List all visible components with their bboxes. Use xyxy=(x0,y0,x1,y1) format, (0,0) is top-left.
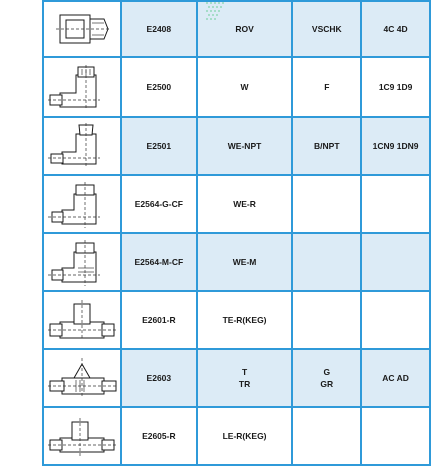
symbol-text: VSCHK xyxy=(311,24,342,34)
designation-text: T xyxy=(241,367,248,377)
fitting-drawing-cell xyxy=(43,175,121,233)
designation-text: WE-NPT xyxy=(227,141,262,151)
designation-cell xyxy=(197,175,293,233)
branch-tee-fitting-icon xyxy=(46,412,118,460)
tee-fitting-icon xyxy=(46,296,118,344)
symbol-cell xyxy=(292,407,361,465)
fitting-row xyxy=(43,349,430,407)
designation-cell xyxy=(197,57,293,117)
fitting-drawing-cell xyxy=(43,407,121,465)
designation-cell xyxy=(197,291,293,349)
fitting-drawing-cell xyxy=(43,1,121,57)
designation-cell xyxy=(197,1,293,57)
elbow-bspp-fitting-icon xyxy=(46,180,118,228)
fitting-drawing-cell xyxy=(43,349,121,407)
designation-text: WE-R xyxy=(233,199,256,209)
part-code: E2500 xyxy=(121,57,197,117)
symbol-text: F xyxy=(324,82,330,92)
symbol-cell xyxy=(292,291,361,349)
series-cell xyxy=(361,291,430,349)
designation-cell xyxy=(197,117,293,175)
part-code: E2501 xyxy=(121,117,197,175)
series-cell xyxy=(361,175,430,233)
symbol-cell xyxy=(292,175,361,233)
designation-cell xyxy=(197,349,293,407)
symbol-cell xyxy=(292,1,361,57)
fittings-table xyxy=(42,0,431,466)
fitting-row xyxy=(43,407,430,465)
part-code: E2564-M-CF xyxy=(121,233,197,291)
series-cell: 1C9 1D9 xyxy=(361,57,430,117)
part-code: E2601-R xyxy=(121,291,197,349)
fitting-row xyxy=(43,291,430,349)
symbol-text: G xyxy=(323,367,331,377)
fitting-drawing-cell xyxy=(43,291,121,349)
designation-text: WE-M xyxy=(232,257,257,267)
part-code: E2603 xyxy=(121,349,197,407)
symbol-cell xyxy=(292,117,361,175)
fitting-drawing-cell xyxy=(43,117,121,175)
fitting-drawing-cell xyxy=(43,57,121,117)
symbol-cell xyxy=(292,349,361,407)
elbow-metric-fitting-icon xyxy=(46,238,118,286)
designation-text: LE-R(KEG) xyxy=(222,431,267,441)
symbol-cell xyxy=(292,57,361,117)
fitting-row xyxy=(43,117,430,175)
fitting-row xyxy=(43,233,430,291)
designation-text: TR xyxy=(238,379,251,389)
series-cell: 4C 4D xyxy=(361,1,430,57)
designation-text: TE-R(KEG) xyxy=(222,315,267,325)
elbow-npt-fitting-icon xyxy=(46,122,118,170)
fitting-row xyxy=(43,175,430,233)
series-cell: AC AD xyxy=(361,349,430,407)
designation-text: W xyxy=(240,82,249,92)
elbow-fitting-icon xyxy=(46,63,118,111)
fitting-row xyxy=(43,57,430,117)
part-code: E2605-R xyxy=(121,407,197,465)
symbol-text: GR xyxy=(320,379,334,389)
series-cell: 1CN9 1DN9 xyxy=(361,117,430,175)
series-cell xyxy=(361,407,430,465)
designation-text: ROV xyxy=(235,24,254,34)
part-code: E2564-G-CF xyxy=(121,175,197,233)
series-cell xyxy=(361,233,430,291)
designation-cell xyxy=(197,407,293,465)
fitting-row xyxy=(43,1,430,57)
symbol-cell xyxy=(292,233,361,291)
fitting-drawing-cell xyxy=(43,233,121,291)
symbol-text: B/NPT xyxy=(314,141,340,151)
tee-union-fitting-icon xyxy=(46,354,118,402)
hex-plug-fitting-icon xyxy=(46,5,118,53)
designation-cell xyxy=(197,233,293,291)
part-code: E2408 xyxy=(121,1,197,57)
